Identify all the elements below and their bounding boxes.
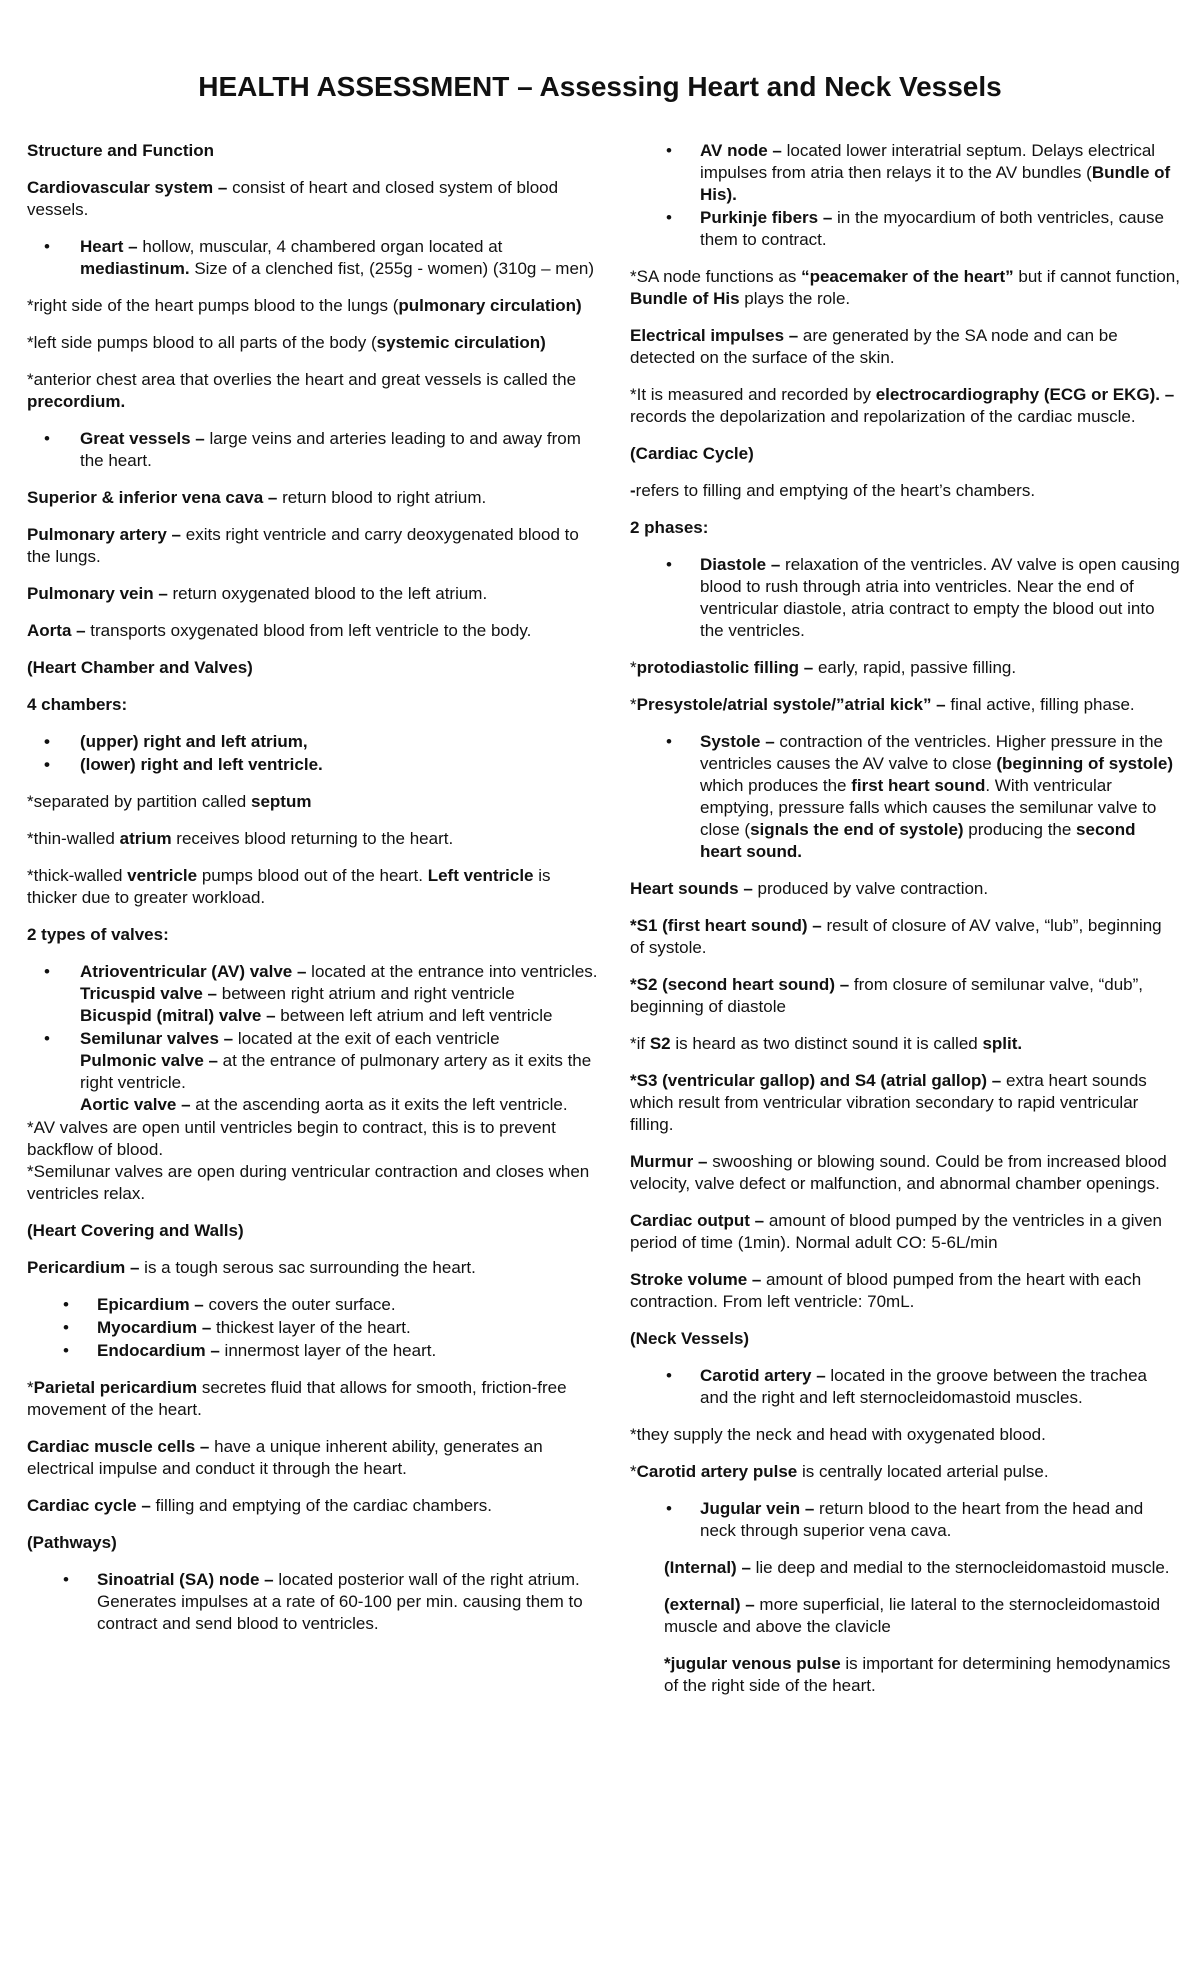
paragraph-s3-s4: *S3 (ventricular gallop) and S4 (atrial gallop) – extra heart sounds which result from ventricular vibration secondary to rapid ventricular filling. — [630, 1071, 1147, 1134]
paragraph-semilunar-note: *Semilunar valves are open during ventricular contraction and closes when ventricles relax. — [27, 1162, 590, 1203]
list-item-lower: • (lower) right and left ventricle. — [27, 754, 602, 776]
paragraph-aorta: Aorta – transports oxygenated blood from left ventricle to the body. — [27, 621, 532, 640]
list-item-diastole: • Diastole – relaxation of the ventricles. AV valve is open causing blood to rush through atria into ventricles. Near the end of ventricular diastole, atria contract to empty the blood out into the ventricles. — [630, 554, 1180, 642]
paragraph-ventricle: *thick-walled ventricle pumps blood out of the heart. Left ventricle is thicker due to greater workload. — [27, 866, 551, 907]
heading-2-phases: 2 phases: — [630, 518, 709, 537]
paragraph-cardiac-muscle-cells: Cardiac muscle cells – have a unique inherent ability, generates an electrical impulse and conduct it through the heart. — [27, 1437, 543, 1478]
paragraph-split: *if S2 is heard as two distinct sound it is called split. — [630, 1034, 1023, 1053]
paragraph-pulmonary-vein: Pulmonary vein – return oxygenated blood to the left atrium. — [27, 584, 488, 603]
list-item-av-node: • AV node – located lower interatrial septum. Delays electrical impulses from atria then relays it to the AV bundles (Bundle of His). — [630, 140, 1180, 206]
paragraph-jugular-venous-pulse: *jugular venous pulse is important for determining hemodynamics of the right side of the heart. — [664, 1654, 1171, 1695]
paragraph-s1: *S1 (first heart sound) – result of closure of AV valve, “lub”, beginning of systole. — [630, 916, 1162, 957]
paragraph-supply: *they supply the neck and head with oxygenated blood. — [630, 1425, 1046, 1444]
list-item-myocardium: • Myocardium – thickest layer of the heart. — [27, 1317, 602, 1339]
paragraph-sa-node-function: *SA node functions as “peacemaker of the heart” but if cannot function, Bundle of His plays the role. — [630, 267, 1180, 308]
paragraph-murmur: Murmur – swooshing or blowing sound. Could be from increased blood velocity, valve defect or malfunction, and abnormal chamber openings. — [630, 1152, 1167, 1193]
paragraph-vena-cava: Superior & inferior vena cava – return blood to right atrium. — [27, 488, 487, 507]
list-item-upper: • (upper) right and left atrium, — [27, 731, 602, 753]
list-item-systole: • Systole – contraction of the ventricles. Higher pressure in the ventricles causes the AV valve to close (beginning of systole) which produces the first heart sound. With ventricular emptying, pressure falls which causes the semilunar valve to close (signals the end of systole) producing the second heart sound. — [630, 731, 1180, 863]
section-heading-structure: Structure and Function — [27, 141, 214, 160]
right-column — [630, 140, 1180, 1712]
list-conduction — [630, 140, 1180, 251]
list-item-carotid-artery: • Carotid artery – located in the groove between the trachea and the right and left sternocleidomastoid muscles. — [630, 1365, 1180, 1409]
aortic-valve: Aortic valve – at the ascending aorta as it exits the left ventricle. — [80, 1095, 568, 1114]
paragraph-av-note: *AV valves are open until ventricles begin to contract, this is to prevent backflow of blood. — [27, 1118, 556, 1159]
paragraph-electrical-impulses: Electrical impulses – are generated by the SA node and can be detected on the surface of the skin. — [630, 326, 1118, 367]
section-heading-cardiac-cycle: (Cardiac Cycle) — [630, 444, 754, 463]
list-pathways — [27, 1569, 602, 1635]
paragraph-cardiac-cycle: Cardiac cycle – filling and emptying of the cardiac chambers. — [27, 1496, 492, 1515]
section-heading-neck-vessels: (Neck Vessels) — [630, 1329, 750, 1348]
list-jugular — [630, 1498, 1180, 1542]
paragraph-cycle-definition: -refers to filling and emptying of the heart’s chambers. — [630, 481, 1036, 500]
list-item-epicardium: • Epicardium – covers the outer surface. — [27, 1294, 602, 1316]
list-systole — [630, 731, 1180, 863]
paragraph-internal: (Internal) – lie deep and medial to the sternocleidomastoid muscle. — [664, 1558, 1170, 1577]
paragraph-parietal-pericardium: *Parietal pericardium secretes fluid that allows for smooth, friction-free movement of the heart. — [27, 1378, 567, 1419]
list-item-jugular-vein: • Jugular vein – return blood to the heart from the head and neck through superior vena cava. — [630, 1498, 1180, 1542]
list-item-heart: • Heart – hollow, muscular, 4 chambered organ located at mediastinum. Size of a clenched fist, (255g - women) (310g – men) — [27, 236, 602, 280]
list-chambers — [27, 731, 602, 776]
paragraph-pericardium: Pericardium – is a tough serous sac surrounding the heart. — [27, 1258, 476, 1277]
paragraph-pulmonary-artery: Pulmonary artery – exits right ventricle and carry deoxygenated blood to the lungs. — [27, 525, 579, 566]
left-column — [27, 140, 602, 1650]
section-heading-pathways: (Pathways) — [27, 1533, 117, 1552]
paragraph-protodiastolic: *protodiastolic filling – early, rapid, passive filling. — [630, 658, 1017, 677]
paragraph-cardiac-output: Cardiac output – amount of blood pumped by the ventricles in a given period of time (1min). Normal adult CO: 5-6L/min — [630, 1211, 1162, 1252]
paragraph-precordium: *anterior chest area that overlies the heart and great vessels is called the precordium. — [27, 370, 577, 411]
list-heart — [27, 236, 602, 280]
paragraph-left-side: *left side pumps blood to all parts of the body (systemic circulation) — [27, 333, 546, 352]
paragraph-carotid-pulse: *Carotid artery pulse is centrally located arterial pulse. — [630, 1462, 1049, 1481]
paragraph-ecg: *It is measured and recorded by electrocardiography (ECG or EKG). – records the depolarization and repolarization of the cardiac muscle. — [630, 385, 1175, 426]
list-item-av-valve: • Atrioventricular (AV) valve – located at the entrance into ventricles. Tricuspid valve – between right atrium and right ventricle Bicuspid (mitral) valve – between left atrium and left ventricle — [27, 961, 602, 1027]
list-layers — [27, 1294, 602, 1362]
paragraph-s2: *S2 (second heart sound) – from closure of semilunar valve, “dub”, beginning of diastole — [630, 975, 1144, 1016]
list-item-great-vessels: • Great vessels – large veins and arteries leading to and away from the heart. — [27, 428, 602, 472]
bicuspid-valve: Bicuspid (mitral) valve – between left atrium and left ventricle — [80, 1006, 553, 1025]
pulmonic-valve: Pulmonic valve – at the entrance of pulmonary artery as it exits the right ventricle. — [80, 1051, 592, 1092]
heading-valve-types: 2 types of valves: — [27, 925, 169, 944]
paragraph-atrium: *thin-walled atrium receives blood returning to the heart. — [27, 829, 454, 848]
paragraph-heart-sounds: Heart sounds – produced by valve contraction. — [630, 879, 989, 898]
list-great-vessels — [27, 428, 602, 472]
list-item-purkinje: • Purkinje fibers – in the myocardium of both ventricles, cause them to contract. — [630, 207, 1180, 251]
section-heading-covering-walls: (Heart Covering and Walls) — [27, 1221, 244, 1240]
heading-4-chambers: 4 chambers: — [27, 695, 128, 714]
list-valves — [27, 961, 602, 1116]
paragraph-septum: *separated by partition called septum — [27, 792, 312, 811]
paragraph-external: (external) – more superficial, lie lateral to the sternocleidomastoid muscle and above the clavicle — [664, 1595, 1161, 1636]
list-diastole — [630, 554, 1180, 642]
tricuspid-valve: Tricuspid valve – between right atrium and right ventricle — [80, 984, 515, 1003]
list-item-endocardium: • Endocardium – innermost layer of the heart. — [27, 1340, 602, 1362]
paragraph-stroke-volume: Stroke volume – amount of blood pumped from the heart with each contraction. From left ventricle: 70mL. — [630, 1270, 1142, 1311]
list-carotid — [630, 1365, 1180, 1409]
list-item-semilunar-valves: • Semilunar valves – located at the exit of each ventricle Pulmonic valve – at the entrance of pulmonary artery as it exits the right ventricle. Aortic valve – at the ascending aorta as it exits the left ventricle. — [27, 1028, 602, 1116]
page-title: HEALTH ASSESSMENT – Assessing Heart and Neck Vessels — [198, 71, 1002, 102]
list-item-sa-node: • Sinoatrial (SA) node – located posterior wall of the right atrium. Generates impulses at a rate of 60-100 per min. causing them to contract and send blood to ventricles. — [27, 1569, 602, 1635]
section-heading-chambers-valves: (Heart Chamber and Valves) — [27, 658, 253, 677]
paragraph-presystole: *Presystole/atrial systole/”atrial kick” – final active, filling phase. — [630, 695, 1135, 714]
paragraph-cardiovascular-system: Cardiovascular system – consist of heart and closed system of blood vessels. — [27, 178, 559, 219]
paragraph-right-side: *right side of the heart pumps blood to the lungs (pulmonary circulation) — [27, 296, 582, 315]
